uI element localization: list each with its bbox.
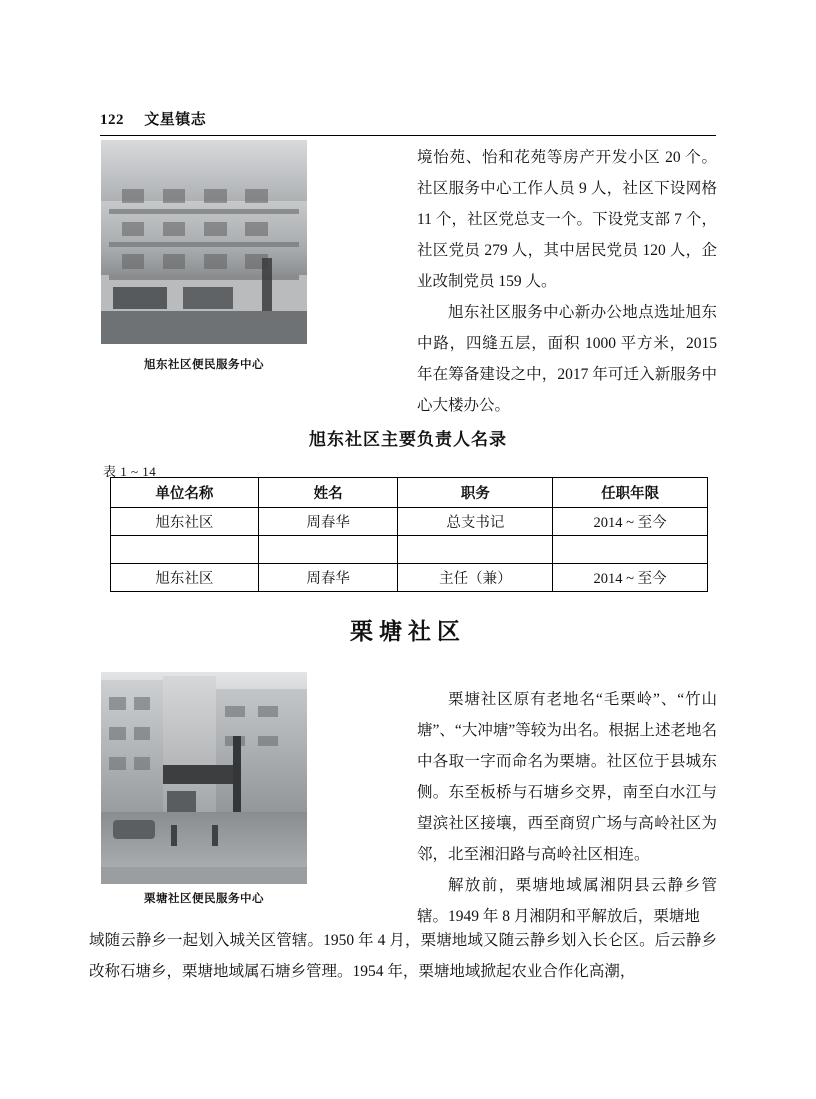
cell-position: 主任（兼） xyxy=(398,564,553,592)
column-header-name: 姓名 xyxy=(258,478,398,508)
paragraph: 解放前，栗塘地域属湘阴县云静乡管辖。1949 年 8 月湘阴和平解放后，栗塘地 xyxy=(417,877,717,925)
table-header-row xyxy=(111,478,708,508)
column-header-term: 任职年限 xyxy=(553,478,708,508)
photo-window xyxy=(258,736,279,747)
cell-term xyxy=(553,536,708,564)
roster-table xyxy=(110,477,708,592)
photo-window xyxy=(204,222,227,236)
photo-window xyxy=(109,757,125,770)
photo-ground xyxy=(101,311,307,344)
photo-balcony-line xyxy=(109,242,299,247)
cell-unit xyxy=(111,536,259,564)
section-heading: 栗塘社区 xyxy=(350,618,466,644)
paragraph: 栗塘社区原有老地名“毛栗岭”、“竹山塘”、“大冲塘”等较为出名。根据上述老地名中各取一字而命名为栗塘。社区位于县城东侧。东至板桥与石塘乡交界，南至白水江与望滨社区接壤，西至商贸广场与高岭社区为邻，北至湘汨路与高岭社区相连。 xyxy=(417,691,717,863)
photo-window xyxy=(204,189,227,203)
column-header-unit: 单位名称 xyxy=(111,478,259,508)
table-number: 表 1 ~ 14 xyxy=(103,464,157,479)
photo-window xyxy=(134,727,150,740)
photo-window xyxy=(134,757,150,770)
photo-window xyxy=(225,706,246,717)
table-row xyxy=(111,508,708,536)
paragraph: 域随云静乡一起划入城关区管辖。1950 年 4 月，栗塘地域又随云静乡划入长仑区。后云静乡改称石塘乡，栗塘地域属石塘乡管理。1954 年，栗塘地域掀起农业合作化高潮， xyxy=(89,932,717,980)
photo-window xyxy=(109,727,125,740)
table-title: 旭东社区主要负责人名录 xyxy=(309,430,507,449)
figure-image-2 xyxy=(101,672,307,884)
table-row xyxy=(111,536,708,564)
photo-window xyxy=(245,189,268,203)
photo-window xyxy=(122,189,145,203)
header-divider xyxy=(100,135,716,136)
cell-term: 2014 ~ 至今 xyxy=(553,564,708,592)
photo-shopfront xyxy=(183,287,232,309)
table-row xyxy=(111,564,708,592)
photo-tree xyxy=(262,258,272,319)
photo-signboard xyxy=(163,765,233,784)
photo-window xyxy=(134,697,150,710)
photo-window xyxy=(204,254,227,268)
body-text-bottom-right xyxy=(417,684,717,932)
page-number: 122 xyxy=(100,112,124,128)
photo-window xyxy=(245,222,268,236)
body-text-top-right xyxy=(417,142,717,421)
cell-unit: 旭东社区 xyxy=(111,508,259,536)
cell-position: 总支书记 xyxy=(398,508,553,536)
photo-tree xyxy=(233,736,241,817)
cell-name xyxy=(258,536,398,564)
body-text-full-width xyxy=(89,925,717,987)
photo-entrance xyxy=(113,287,167,309)
figure-image-1 xyxy=(101,140,307,344)
photo-window xyxy=(163,222,186,236)
cell-term: 2014 ~ 至今 xyxy=(553,508,708,536)
figure-caption-1: 旭东社区便民服务中心 xyxy=(144,359,264,371)
cell-position xyxy=(398,536,553,564)
photo-car xyxy=(113,820,154,839)
photo-pedestrian xyxy=(212,825,218,846)
cell-name: 周春华 xyxy=(258,508,398,536)
photo-window xyxy=(163,189,186,203)
figure-caption-2: 栗塘社区便民服务中心 xyxy=(144,893,264,905)
cell-name: 周春华 xyxy=(258,564,398,592)
column-header-position: 职务 xyxy=(398,478,553,508)
photo-window xyxy=(122,254,145,268)
paragraph: 境怡苑、怡和花苑等房产开发小区 20 个。社区服务中心工作人员 9 人，社区下设网格 11 个，社区党总支一个。下设党支部 7 个，社区党员 279 人，其中居民党员 120 人，企业改制党员 159 人。 xyxy=(417,149,717,290)
photo-pedestrian xyxy=(171,825,177,846)
photo-foreground xyxy=(101,867,307,884)
photo-window xyxy=(258,706,279,717)
paragraph: 旭东社区服务中心新办公地点选址旭东中路，四缝五层，面积 1000 平方米，2015 年在筹备建设之中，2017 年可迁入新服务中心大楼办公。 xyxy=(417,304,717,414)
photo-window xyxy=(122,222,145,236)
page-header xyxy=(100,108,716,129)
photo-window xyxy=(163,254,186,268)
photo-window xyxy=(109,697,125,710)
book-title: 文星镇志 xyxy=(144,112,207,128)
cell-unit: 旭东社区 xyxy=(111,564,259,592)
photo-balcony-line xyxy=(109,209,299,214)
